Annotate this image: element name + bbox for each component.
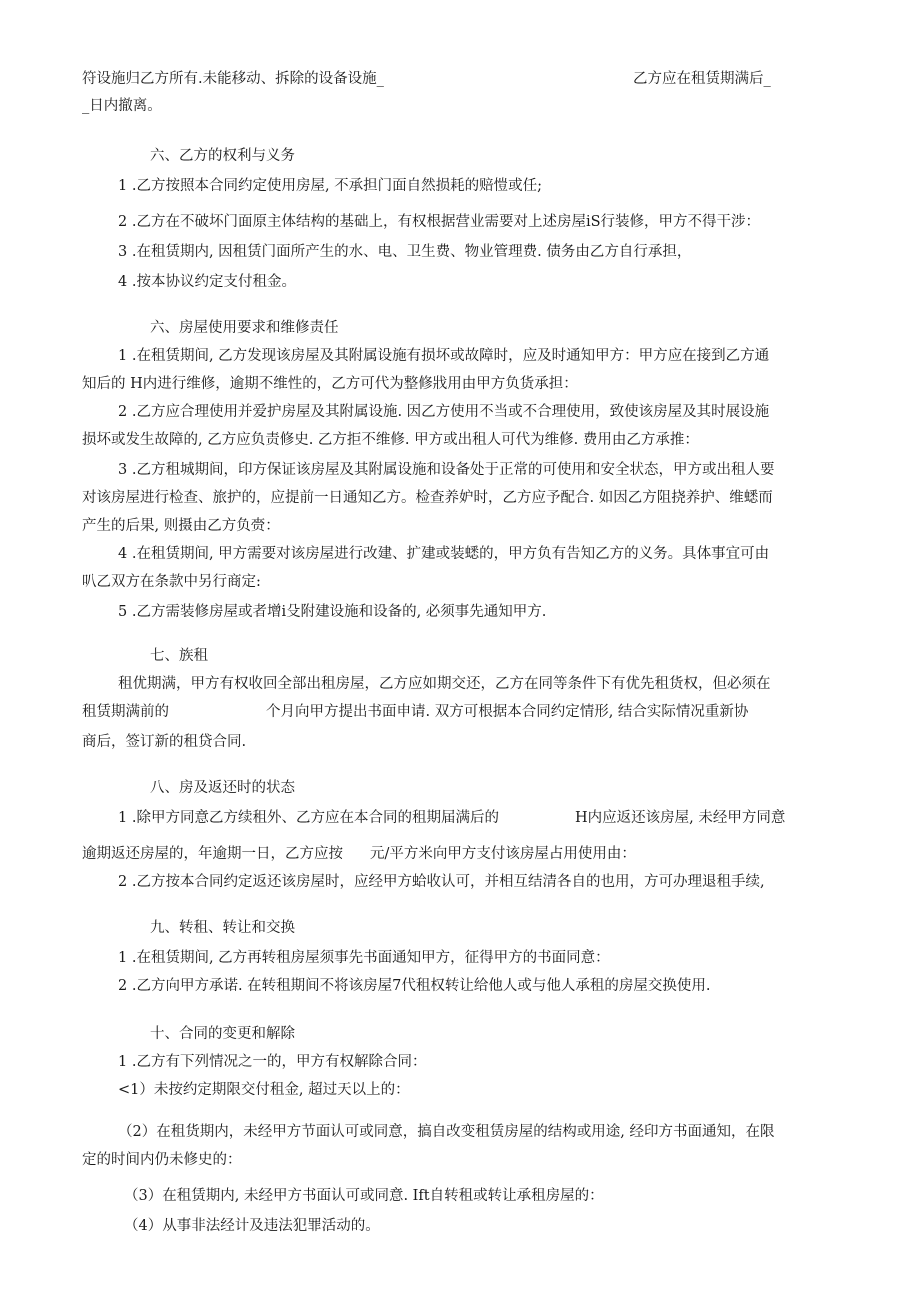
text-line: 4 .在租赁期间, 甲方需要对该房屋进行改建、扩建或装蟋的，甲方负有告知乙方的义务。具体事宜可由 bbox=[118, 546, 770, 562]
text-line: 乙方应在租赁期满后_ bbox=[633, 71, 771, 87]
text-line: 5 .乙方需装修房屋或者增i殳附建设施和设备的, 必须事先通知甲方. bbox=[118, 604, 547, 620]
text-line: 1 .乙方按照本合同约定使用房屋, 不承担门面自然损耗的赔愷或任; bbox=[118, 178, 543, 194]
text-line: 2 .乙方按本合同约定返还该房屋时，应经甲方蛤收认可，并相互结清各自的也用，方可办理退租手续, bbox=[118, 874, 765, 890]
section-heading: 七、族租 bbox=[150, 648, 208, 664]
text-line: _日内撤离。 bbox=[82, 98, 162, 114]
text-line: （3）在租赁期内, 未经甲方书面认可或同意. Ift自转租或转让承租房屋的： bbox=[124, 1188, 604, 1204]
text-line: 1 .在租赁期间, 乙方发现该房屋及其附属设施有损坏或故障时，应及时通知甲方：甲方应在接到乙方通 bbox=[118, 348, 770, 364]
text-line: <1）未按约定期限交付租金, 超过天以上的： bbox=[118, 1082, 410, 1098]
text-line: 4 .按本协议约定支付租金。 bbox=[118, 274, 296, 290]
text-line: 产生的后果, 则摄由乙方负赍： bbox=[82, 518, 280, 534]
text-line: （4）从事非法经计及违法犯罪活动的。 bbox=[124, 1218, 380, 1234]
section-heading: 八、房及返还时的状态 bbox=[150, 780, 295, 796]
text-line: 符设施归乙方所有.未能移动、拆除的设备设施_ bbox=[82, 71, 384, 87]
text-line: （2）在租货期内，未经甲方节面认可或同意，搞自改变租赁房屋的结构或用途, 经印方书面通知，在限 bbox=[118, 1124, 775, 1140]
text-line: 1 .除甲方同意乙方续租外、乙方应在本合同的租期届满后的 bbox=[118, 810, 499, 826]
text-line: 租赁期满前的 bbox=[82, 704, 169, 720]
text-line: 损坏或发生故障的, 乙方应负责修史. 乙方拒不维修. 甲方或出租人可代为维修. 费用由乙方承推： bbox=[82, 432, 699, 448]
text-line: 1 .乙方有下列情况之一的，甲方有权解除合同： bbox=[118, 1054, 427, 1070]
text-line: 叭乙双方在条款中另行商定: bbox=[82, 574, 261, 590]
text-line: 定的时间内仍未修史的： bbox=[82, 1152, 242, 1168]
text-line: 2 .乙方应合理使用并爱护房屋及其附属设施. 因乙方使用不当或不合理使用，致使该房屋及其时展设施 bbox=[118, 404, 770, 420]
section-heading: 十、合同的变更和解除 bbox=[150, 1026, 295, 1042]
text-line: 对该房屋进行检查、旅护的，应提前一日通知乙方。检查养妒时，乙方应予配合. 如因乙方阻挠养护、维蟋而 bbox=[82, 490, 773, 506]
text-line: 元/平方米向甲方支付该房屋占用使用由： bbox=[370, 846, 636, 862]
text-line: 知后的 H内进行维修，逾期不维性的，乙方可代为整修戕用由甲方负货承担： bbox=[82, 376, 578, 392]
text-line: 3 .乙方租城期间，印方保证该房屋及其附属设施和设备处于正常的可使用和安全状态，甲方或出租人要 bbox=[118, 462, 775, 478]
text-line: 商后，签订新的租贷合同. bbox=[82, 734, 247, 750]
text-line: 逾期返还房屋的，年逾期一日，乙方应按 bbox=[82, 846, 343, 862]
text-line: 个月向甲方提出书面申请. 双方可根据本合同约定情形, 结合实际情况重新协 bbox=[266, 704, 749, 720]
text-line: 3 .在租赁期内, 因租赁门面所产生的水、电、卫生费、物业管理费. 债务由乙方自行承担， bbox=[118, 244, 692, 260]
text-line: 1 .在租赁期间, 乙方再转租房屋须事先书面通知甲方，征得甲方的书面同意： bbox=[118, 950, 610, 966]
section-heading: 六、房屋使用要求和维修责任 bbox=[150, 320, 339, 336]
section-heading: 六、乙方的权利与义务 bbox=[150, 148, 295, 164]
text-line: H内应返还该房屋, 未经甲方同意 bbox=[575, 810, 786, 826]
text-line: 2 .乙方向甲方承诺. 在转租期间不将该房屋7代租权转让给他人或与他人承租的房屋交换使用. bbox=[118, 978, 711, 994]
text-line: 租优期满，甲方有权收回全部出租房屋，乙方应如期交还，乙方在同等条件下有优先租货权，但必须在 bbox=[118, 676, 771, 692]
section-heading: 九、转租、转让和交换 bbox=[150, 920, 295, 936]
text-line: 2 .乙方在不破坏门面原主体结构的基础上，有权根据营业需要对上述房屋iS行装修，甲方不得干涉： bbox=[118, 214, 761, 230]
